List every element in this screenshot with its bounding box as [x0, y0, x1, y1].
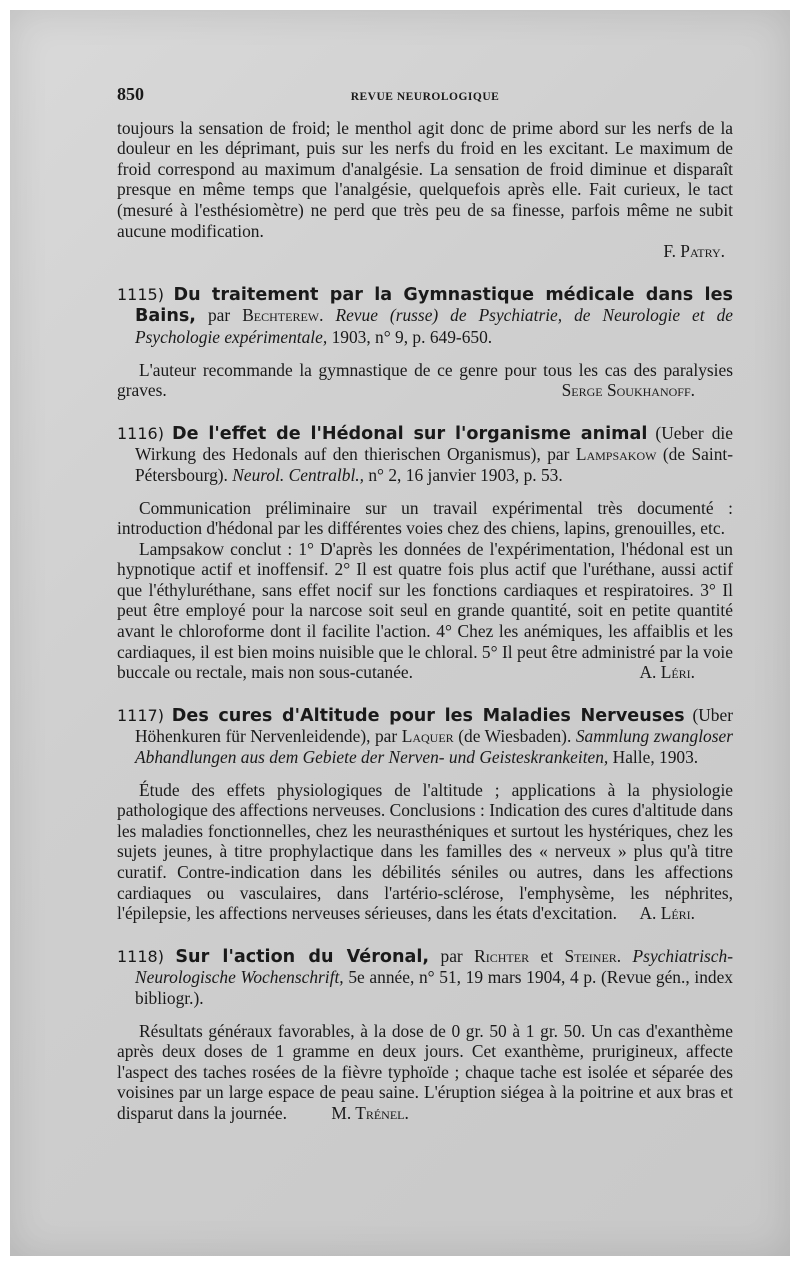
- intro-paragraph: toujours la sensation de froid; le menthol agit donc de prime abord sur les nerfs de la douleur en les déprimant, puis sur les nerfs du froid en les excitant. Le maximum de froid correspond au maximum d'analgésie. La sensation de froid diminue et disparaît presque en même temps que l'analgésie, quelquefois après elle. Fait curieux, le tact (mesuré à l'esthésiomètre) ne perd que très peu de sa finesse, parfois même ne subit aucune modification.: [117, 117, 733, 241]
- article-title: Du traitement par la Gymnastique médicale dans les Bains,: [135, 284, 733, 327]
- article-1118: [117, 946, 733, 1124]
- article-number: 1117): [117, 705, 164, 725]
- article-number: 1116): [117, 423, 164, 443]
- article-reference: 1903, n° 9, p. 649-650.: [331, 326, 493, 347]
- article-heading: [117, 946, 733, 1009]
- article-author: Laquer: [401, 726, 454, 747]
- article-author: Steiner.: [564, 945, 622, 966]
- article-title: De l'effet de l'Hédonal sur l'organisme animal: [172, 423, 648, 444]
- article-and: et: [540, 945, 554, 966]
- article-number: 1115): [117, 284, 164, 304]
- article-place: (de Wiesbaden).: [458, 726, 572, 747]
- article-subtitle: (Uber Höhenkuren für Nervenleidende), par: [135, 704, 733, 747]
- article-by: par: [207, 305, 231, 326]
- article-by: par: [440, 945, 463, 966]
- article-signature: A. Léri.: [639, 903, 695, 924]
- intro-signature: F. Patry.: [663, 241, 725, 262]
- article-signature: M. Trénel.: [331, 1102, 409, 1123]
- article-title: Des cures d'Altitude pour les Maladies Nerveuses: [171, 705, 685, 726]
- article-body: [117, 360, 733, 401]
- article-body: Communication préliminaire sur un travail expérimental très documenté : introduction d'hédonal par les différentes voies chez des chiens, lapins, grenouilles, etc.: [117, 497, 733, 539]
- article-body-text: Lampsakow conclut : 1° D'après les données de l'expérimentation, l'hédonal est un hypnotique actif et inoffensif. 2° Il est quatre fois plus actif que l'uréthane, aussi actif que l'éthyluréthane, sans effet nocif sur les fonctions cardiaques et respiratoires. 3° Il peut être employé pour la narcose soit seul en grande quantité, soit en petite quantité avant le chloroforme dont il facilite l'action. 4° Chez les anémiques, les affaiblis et les cardiaques, il est bien moins nuisible que le chloral. 5° Il peut être administré par la voie buccale ou rectale, mais non sous-cutanée.: [117, 538, 733, 683]
- article-body-text: Étude des effets physiologiques de l'altitude ; applications à la physiologie pathologique des affections nerveuses. Conclusions : Indication des cures d'altitude dans les maladies fonctionnelles, chez les neurasthéniques et surtout les hystériques, chez les sujets jeunes, à titre prophylactique dans les familles des « nerveux » plus qu'à titre curatif. Contre-indication dans les débilités séniles ou autres, dans les affections cardiaques ou vasculaires, dans l'artério-sclérose, l'emphysème, les néphrites, l'épilepsie, les affections nerveuses sérieuses, dans les états d'excitation.: [117, 779, 733, 924]
- article-body: [117, 780, 733, 924]
- article-source: Revue (russe) de Psychiatrie, de Neurologie et de Psychologie expérimentale,: [135, 305, 733, 347]
- article-author: Bechterew.: [242, 305, 324, 326]
- article-reference: n° 2, 16 janvier 1903, p. 53.: [368, 464, 563, 485]
- article-signature: Serge Soukhanoff.: [561, 380, 695, 401]
- article-body: [117, 1021, 733, 1124]
- article-source: Sammlung zwangloser Abhandlungen aus dem Gebiete der Nerven- und Geisteskrankeiten,: [135, 726, 733, 768]
- article-1116: [117, 423, 733, 683]
- article-source: Psychiatrisch-Neurologische Wochenschrift,: [135, 945, 734, 988]
- article-1117: [117, 705, 733, 924]
- article-body: [117, 539, 733, 683]
- article-source: Neurol. Centralbl.,: [232, 464, 364, 485]
- article-heading: [117, 423, 733, 486]
- document-page: [117, 84, 733, 1124]
- article-1115: [117, 284, 733, 401]
- article-reference: Halle, 1903.: [612, 747, 699, 768]
- page-number: 850: [117, 84, 144, 104]
- article-body-text: L'auteur recommande la gymnastique de ce genre pour tous les cas des paralysies graves.: [117, 359, 733, 401]
- article-number: 1118): [117, 946, 164, 966]
- page-header: [117, 84, 733, 108]
- article-reference: 5e année, n° 51, 19 mars 1904, 4 p. (Revue gén., index bibliogr.).: [135, 967, 733, 1008]
- article-author: Lampsakow: [575, 444, 657, 465]
- article-heading: [117, 284, 733, 348]
- article-body-text: Résultats généraux favorables, à la dose de 0 gr. 50 à 1 gr. 50. Un cas d'exanthème après deux doses de 1 gramme en deux jours. Cet exanthème, prurigineux, affecte l'aspect des taches rosées de la fièvre typhoïde ; chaque tache est isolée et séparée des voisines par un large espace de peau saine. L'éruption siégea à la poitrine et aux bras et disparut dans la journée.: [117, 1020, 733, 1123]
- article-signature: A. Léri.: [639, 662, 695, 683]
- article-title: Sur l'action du Véronal,: [175, 946, 430, 967]
- article-place: (de Saint-Pétersbourg).: [135, 444, 734, 485]
- article-subtitle: (Ueber die Wirkung des Hedonals auf den thierischen Organismus), par: [135, 422, 733, 465]
- running-title: REVUE NEUROLOGIQUE: [350, 91, 500, 103]
- article-author: Richter: [474, 945, 530, 966]
- article-heading: [117, 705, 733, 768]
